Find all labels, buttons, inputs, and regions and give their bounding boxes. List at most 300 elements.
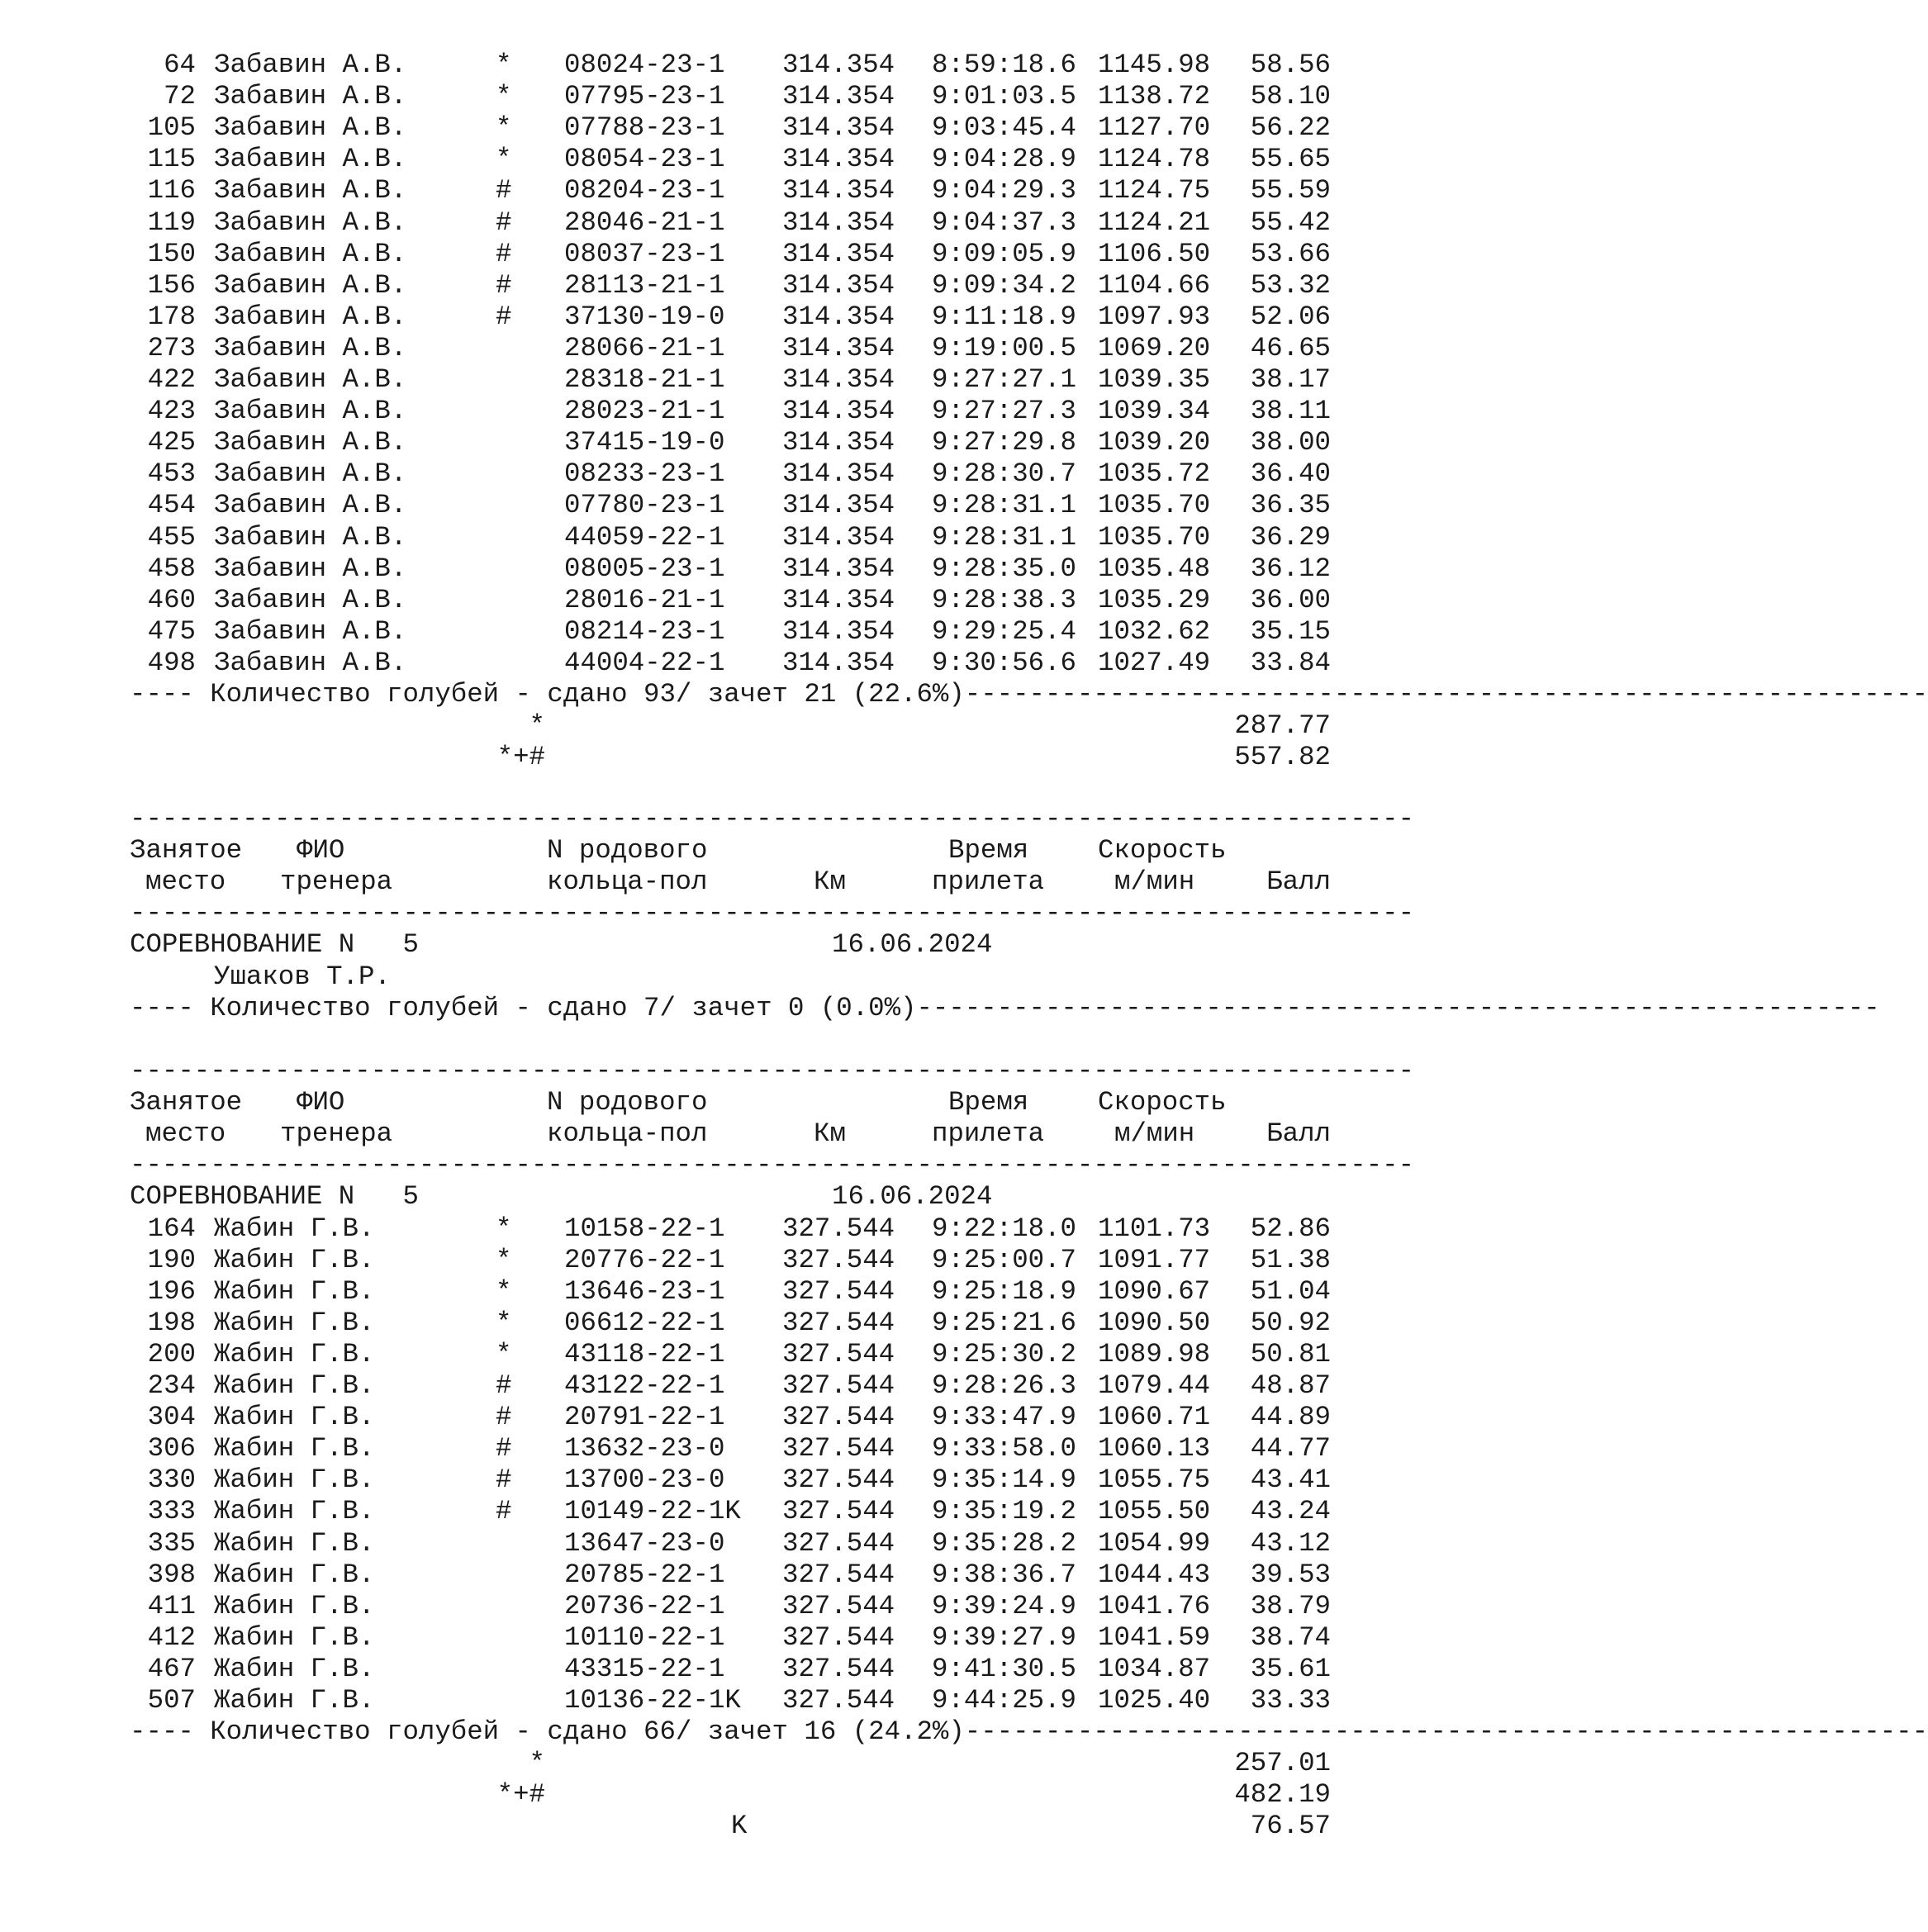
score-cell: 36.35 xyxy=(1250,490,1331,521)
trainer-cell: Забавин А.В. xyxy=(214,175,407,206)
km-cell: 327.544 xyxy=(782,1275,895,1307)
place-cell: 196 xyxy=(147,1275,196,1307)
place-cell: 411 xyxy=(147,1590,196,1621)
trainer-cell: Забавин А.В. xyxy=(214,490,407,521)
trainer-cell: Забавин А.В. xyxy=(214,112,407,144)
trainer-cell: Забавин А.В. xyxy=(214,364,407,395)
mark-cell: * xyxy=(496,112,512,144)
table-row xyxy=(0,396,1366,427)
dash-rule xyxy=(0,898,1415,929)
speed-cell: 1079.44 xyxy=(1098,1370,1211,1401)
km-cell: 314.354 xyxy=(782,144,895,175)
summary-label: ---- Количество голубей - сдано 66/ зачет 16 (24.2%) xyxy=(130,1716,965,1748)
trainer-cell: Забавин А.В. xyxy=(214,521,407,553)
table-row xyxy=(0,1245,1366,1276)
score-cell: 55.42 xyxy=(1250,206,1331,238)
score-cell: 48.87 xyxy=(1250,1370,1331,1401)
time-cell: 9:28:30.7 xyxy=(932,458,1076,490)
summary-line xyxy=(0,992,1880,1024)
trainer-cell: Жабин Г.В. xyxy=(214,1338,375,1369)
trainer-cell: Жабин Г.В. xyxy=(214,1464,375,1496)
col-ring-header-2: кольца-пол xyxy=(547,1118,708,1150)
time-cell: 9:28:35.0 xyxy=(932,553,1076,584)
ring-cell: 20736-22-1 xyxy=(564,1590,725,1621)
table-row xyxy=(0,1559,1366,1591)
ring-cell: 44059-22-1 xyxy=(564,521,725,553)
table-row xyxy=(0,301,1366,333)
col-speed-header: Скорость xyxy=(1098,835,1227,866)
time-cell: 9:09:34.2 xyxy=(932,269,1076,301)
trainer-cell: Забавин А.В. xyxy=(214,238,407,269)
ring-cell: 28046-21-1 xyxy=(564,206,725,238)
time-cell: 9:44:25.9 xyxy=(932,1685,1076,1716)
time-cell: 9:19:00.5 xyxy=(932,332,1076,363)
time-cell: 9:35:28.2 xyxy=(932,1527,1076,1559)
speed-cell: 1090.50 xyxy=(1098,1307,1211,1338)
table-row xyxy=(0,1685,1366,1716)
ring-cell: 13646-23-1 xyxy=(564,1275,725,1307)
table-row xyxy=(0,270,1366,301)
speed-cell: 1034.87 xyxy=(1098,1653,1211,1684)
table-row xyxy=(0,239,1366,270)
place-cell: 198 xyxy=(147,1307,196,1338)
summary-label: ---- Количество голубей - сдано 7/ зачет 0 (0.0%) xyxy=(130,992,917,1023)
col-place-header-2: место xyxy=(145,866,226,898)
total-line xyxy=(0,710,1366,742)
place-cell: 115 xyxy=(147,144,196,175)
dash-rule xyxy=(0,1150,1415,1181)
km-cell: 314.354 xyxy=(782,238,895,269)
score-cell: 56.22 xyxy=(1250,112,1331,144)
ring-cell: 07780-23-1 xyxy=(564,490,725,521)
speed-cell: 1124.75 xyxy=(1098,175,1211,206)
ring-cell: 37130-19-0 xyxy=(564,301,725,332)
ring-cell: 13647-23-0 xyxy=(564,1527,725,1559)
time-cell: 9:33:47.9 xyxy=(932,1402,1076,1433)
trainer-cell: Жабин Г.В. xyxy=(214,1621,375,1653)
competition-label: СОРЕВНОВАНИЕ N 5 xyxy=(130,929,419,961)
time-cell: 9:27:27.3 xyxy=(932,396,1076,427)
speed-cell: 1101.73 xyxy=(1098,1213,1211,1244)
col-km-header: Км xyxy=(814,1118,846,1150)
col-place-header-2: место xyxy=(145,1118,226,1150)
time-cell: 9:28:38.3 xyxy=(932,584,1076,615)
place-cell: 398 xyxy=(147,1559,196,1590)
score-cell: 36.12 xyxy=(1250,553,1331,584)
speed-cell: 1097.93 xyxy=(1098,301,1211,332)
table-row xyxy=(0,1370,1366,1402)
total-line xyxy=(0,1779,1366,1811)
table-row xyxy=(0,1308,1366,1339)
km-cell: 314.354 xyxy=(782,81,895,112)
time-cell: 8:59:18.6 xyxy=(932,50,1076,80)
ring-cell: 08214-23-1 xyxy=(564,615,725,647)
summary-text xyxy=(130,679,1928,710)
total-value: 482.19 xyxy=(1234,1779,1331,1811)
speed-cell: 1055.75 xyxy=(1098,1464,1211,1496)
trainer-cell: Забавин А.В. xyxy=(214,615,407,647)
speed-cell: 1035.48 xyxy=(1098,553,1211,584)
score-cell: 39.53 xyxy=(1250,1559,1331,1590)
time-cell: 9:01:03.5 xyxy=(932,81,1076,112)
score-cell: 58.10 xyxy=(1250,81,1331,112)
place-cell: 105 xyxy=(147,112,196,144)
total-label: * xyxy=(529,1748,545,1779)
summary-fill: ------------------------------------------------------------ xyxy=(916,992,1880,1023)
time-cell: 9:11:18.9 xyxy=(932,301,1076,332)
speed-cell: 1041.76 xyxy=(1098,1590,1211,1621)
table-row xyxy=(0,1276,1366,1308)
place-cell: 454 xyxy=(147,490,196,521)
mark-cell: # xyxy=(496,1433,512,1464)
place-cell: 467 xyxy=(147,1653,196,1684)
ring-cell: 08024-23-1 xyxy=(564,50,725,80)
total-line xyxy=(0,742,1366,773)
trainer-cell: Забавин А.В. xyxy=(214,458,407,490)
km-cell: 314.354 xyxy=(782,490,895,521)
ring-cell: 20785-22-1 xyxy=(564,1559,725,1590)
speed-cell: 1039.34 xyxy=(1098,396,1211,427)
km-cell: 327.544 xyxy=(782,1402,895,1433)
km-cell: 327.544 xyxy=(782,1213,895,1244)
col-time-header: Время xyxy=(948,1087,1029,1118)
score-cell: 55.59 xyxy=(1250,175,1331,206)
place-cell: 156 xyxy=(147,269,196,301)
place-cell: 178 xyxy=(147,301,196,332)
km-cell: 327.544 xyxy=(782,1653,895,1684)
trainer-cell: Забавин А.В. xyxy=(214,427,407,458)
table-row xyxy=(0,207,1366,239)
trainer-cell: Забавин А.В. xyxy=(214,584,407,615)
time-cell: 9:03:45.4 xyxy=(932,112,1076,144)
score-cell: 51.04 xyxy=(1250,1275,1331,1307)
score-cell: 50.92 xyxy=(1250,1307,1331,1338)
score-cell: 43.12 xyxy=(1250,1527,1331,1559)
ring-cell: 13700-23-0 xyxy=(564,1464,725,1496)
mark-cell: * xyxy=(496,1213,512,1244)
mark-cell: # xyxy=(496,238,512,269)
trainer-cell: Жабин Г.В. xyxy=(214,1213,375,1244)
dash-rule-text: -------------------------------------------------------------------------------- xyxy=(130,804,1415,834)
table-row xyxy=(0,553,1366,585)
table-row xyxy=(0,50,1366,81)
table-row xyxy=(0,1213,1366,1245)
summary-label: ---- Количество голубей - сдано 93/ зачет 21 (22.6%) xyxy=(130,679,965,710)
trainer-cell: Жабин Г.В. xyxy=(214,1307,375,1338)
table-row xyxy=(0,458,1366,490)
place-cell: 200 xyxy=(147,1338,196,1369)
trainer-cell: Забавин А.В. xyxy=(214,332,407,363)
score-cell: 38.00 xyxy=(1250,427,1331,458)
km-cell: 327.544 xyxy=(782,1621,895,1653)
trainer-name: Ушаков Т.Р. xyxy=(214,961,391,992)
km-cell: 314.354 xyxy=(782,269,895,301)
score-cell: 38.17 xyxy=(1250,364,1331,395)
place-cell: 507 xyxy=(147,1685,196,1716)
trainer-cell: Забавин А.В. xyxy=(214,647,407,678)
place-cell: 422 xyxy=(147,364,196,395)
table-row xyxy=(0,1433,1366,1464)
col-ring-header-2: кольца-пол xyxy=(547,866,708,898)
place-cell: 234 xyxy=(147,1370,196,1401)
table-row xyxy=(0,522,1366,553)
total-label: * xyxy=(529,710,545,742)
speed-cell: 1032.62 xyxy=(1098,615,1211,647)
speed-cell: 1124.21 xyxy=(1098,206,1211,238)
trainer-cell: Забавин А.В. xyxy=(214,396,407,427)
trainer-cell: Жабин Г.В. xyxy=(214,1590,375,1621)
header-row-top xyxy=(0,835,1366,866)
table-row xyxy=(0,1339,1366,1370)
speed-cell: 1035.70 xyxy=(1098,521,1211,553)
competition-date: 16.06.2024 xyxy=(832,1181,993,1213)
place-cell: 335 xyxy=(147,1527,196,1559)
time-cell: 9:30:56.6 xyxy=(932,647,1076,678)
km-cell: 327.544 xyxy=(782,1464,895,1496)
km-cell: 327.544 xyxy=(782,1527,895,1559)
score-cell: 38.79 xyxy=(1250,1590,1331,1621)
speed-cell: 1039.35 xyxy=(1098,364,1211,395)
time-cell: 9:27:29.8 xyxy=(932,427,1076,458)
score-cell: 35.61 xyxy=(1250,1653,1331,1684)
score-cell: 33.84 xyxy=(1250,647,1331,678)
col-time-header: Время xyxy=(948,835,1029,866)
ring-cell: 28023-21-1 xyxy=(564,396,725,427)
speed-cell: 1035.29 xyxy=(1098,584,1211,615)
km-cell: 327.544 xyxy=(782,1307,895,1338)
km-cell: 314.354 xyxy=(782,364,895,395)
time-cell: 9:39:27.9 xyxy=(932,1621,1076,1653)
km-cell: 314.354 xyxy=(782,458,895,490)
mark-cell: # xyxy=(496,1402,512,1433)
score-cell: 43.24 xyxy=(1250,1496,1331,1527)
table-row xyxy=(0,490,1366,521)
total-label: *+# xyxy=(496,742,545,773)
ring-cell: 37415-19-0 xyxy=(564,427,725,458)
col-trainer-header: ФИО xyxy=(297,835,345,866)
place-cell: 498 xyxy=(147,647,196,678)
score-cell: 38.74 xyxy=(1250,1621,1331,1653)
score-cell: 43.41 xyxy=(1250,1464,1331,1496)
km-cell: 314.354 xyxy=(782,301,895,332)
place-cell: 460 xyxy=(147,584,196,615)
summary-line xyxy=(0,1716,1928,1748)
place-cell: 453 xyxy=(147,458,196,490)
score-cell: 36.40 xyxy=(1250,458,1331,490)
dash-rule xyxy=(0,1056,1415,1087)
place-cell: 72 xyxy=(164,81,196,112)
place-cell: 64 xyxy=(164,50,196,80)
place-cell: 116 xyxy=(147,175,196,206)
dash-rule xyxy=(0,804,1415,835)
speed-cell: 1138.72 xyxy=(1098,81,1211,112)
col-time-header-2: прилета xyxy=(932,866,1045,898)
time-cell: 9:25:00.7 xyxy=(932,1244,1076,1275)
table-row xyxy=(0,1622,1366,1654)
score-cell: 53.66 xyxy=(1250,238,1331,269)
trainer-cell: Забавин А.В. xyxy=(214,553,407,584)
km-cell: 314.354 xyxy=(782,521,895,553)
score-cell: 35.15 xyxy=(1250,615,1331,647)
ring-cell: 10110-22-1 xyxy=(564,1621,725,1653)
speed-cell: 1060.71 xyxy=(1098,1402,1211,1433)
time-cell: 9:35:14.9 xyxy=(932,1464,1076,1496)
mark-cell: # xyxy=(496,1496,512,1527)
competition-label: СОРЕВНОВАНИЕ N 5 xyxy=(130,1181,419,1213)
col-ring-header: N родового xyxy=(547,1087,708,1118)
place-cell: 273 xyxy=(147,332,196,363)
speed-cell: 1090.67 xyxy=(1098,1275,1211,1307)
summary-line xyxy=(0,679,1928,710)
ring-cell: 13632-23-0 xyxy=(564,1433,725,1464)
time-cell: 9:04:28.9 xyxy=(932,144,1076,175)
score-cell: 53.32 xyxy=(1250,269,1331,301)
dash-rule-text: -------------------------------------------------------------------------------- xyxy=(130,1056,1415,1086)
ring-cell: 08204-23-1 xyxy=(564,175,725,206)
trainer-cell: Забавин А.В. xyxy=(214,81,407,112)
speed-cell: 1145.98 xyxy=(1098,50,1211,80)
speed-cell: 1104.66 xyxy=(1098,269,1211,301)
trainer-cell: Жабин Г.В. xyxy=(214,1559,375,1590)
mark-cell: # xyxy=(496,1370,512,1401)
time-cell: 9:27:27.1 xyxy=(932,364,1076,395)
km-cell: 314.354 xyxy=(782,175,895,206)
col-score-header: Балл xyxy=(1266,1118,1331,1150)
trainer-cell: Жабин Г.В. xyxy=(214,1275,375,1307)
place-cell: 150 xyxy=(147,238,196,269)
km-cell: 327.544 xyxy=(782,1338,895,1369)
dash-rule-text: -------------------------------------------------------------------------------- xyxy=(130,898,1415,929)
place-cell: 458 xyxy=(147,553,196,584)
ring-cell: 08054-23-1 xyxy=(564,144,725,175)
score-cell: 46.65 xyxy=(1250,332,1331,363)
km-cell: 314.354 xyxy=(782,50,895,80)
speed-cell: 1025.40 xyxy=(1098,1685,1211,1716)
place-cell: 333 xyxy=(147,1496,196,1527)
score-cell: 52.06 xyxy=(1250,301,1331,332)
competition-line xyxy=(0,929,1366,961)
score-cell: 51.38 xyxy=(1250,1244,1331,1275)
mark-cell: # xyxy=(496,1464,512,1496)
time-cell: 9:38:36.7 xyxy=(932,1559,1076,1590)
speed-cell: 1044.43 xyxy=(1098,1559,1211,1590)
ring-cell: 10158-22-1 xyxy=(564,1213,725,1244)
table-row xyxy=(0,1591,1366,1622)
ring-cell: 28016-21-1 xyxy=(564,584,725,615)
total-line xyxy=(0,1748,1366,1779)
header-row-bottom xyxy=(0,866,1366,898)
table-row xyxy=(0,364,1366,396)
ring-cell: 08233-23-1 xyxy=(564,458,725,490)
score-cell: 44.89 xyxy=(1250,1402,1331,1433)
table-row xyxy=(0,144,1366,175)
time-cell: 9:25:18.9 xyxy=(932,1275,1076,1307)
competition-date: 16.06.2024 xyxy=(832,929,993,961)
ring-cell: 43122-22-1 xyxy=(564,1370,725,1401)
km-cell: 327.544 xyxy=(782,1244,895,1275)
speed-cell: 1041.59 xyxy=(1098,1621,1211,1653)
trainer-cell: Жабин Г.В. xyxy=(214,1653,375,1684)
km-cell: 327.544 xyxy=(782,1685,895,1716)
coef-label: K xyxy=(731,1811,748,1842)
ring-cell: 10136-22-1K xyxy=(564,1685,741,1716)
table-row xyxy=(0,585,1366,616)
ring-cell: 43118-22-1 xyxy=(564,1338,725,1369)
km-cell: 314.354 xyxy=(782,396,895,427)
time-cell: 9:04:29.3 xyxy=(932,175,1076,206)
ring-cell: 10149-22-1K xyxy=(564,1496,741,1527)
time-cell: 9:04:37.3 xyxy=(932,206,1076,238)
speed-cell: 1035.70 xyxy=(1098,490,1211,521)
header-row-top xyxy=(0,1087,1366,1118)
table-row xyxy=(0,1402,1366,1433)
time-cell: 9:25:21.6 xyxy=(932,1307,1076,1338)
summary-fill: ------------------------------------------------------------ xyxy=(964,1716,1928,1748)
time-cell: 9:22:18.0 xyxy=(932,1213,1076,1244)
trainer-cell: Жабин Г.В. xyxy=(214,1402,375,1433)
speed-cell: 1124.78 xyxy=(1098,144,1211,175)
speed-cell: 1035.72 xyxy=(1098,458,1211,490)
speed-cell: 1039.20 xyxy=(1098,427,1211,458)
ring-cell: 20791-22-1 xyxy=(564,1402,725,1433)
dash-rule-text: -------------------------------------------------------------------------------- xyxy=(130,1150,1415,1181)
place-cell: 475 xyxy=(147,615,196,647)
table-row xyxy=(0,1464,1366,1496)
ring-cell: 43315-22-1 xyxy=(564,1653,725,1684)
place-cell: 425 xyxy=(147,427,196,458)
col-km-header: Км xyxy=(814,866,846,898)
mark-cell: * xyxy=(496,1338,512,1369)
time-cell: 9:41:30.5 xyxy=(932,1653,1076,1684)
score-cell: 55.65 xyxy=(1250,144,1331,175)
place-cell: 304 xyxy=(147,1402,196,1433)
summary-text xyxy=(130,992,1880,1024)
col-ring-header: N родового xyxy=(547,835,708,866)
score-cell: 33.33 xyxy=(1250,1685,1331,1716)
place-cell: 164 xyxy=(147,1213,196,1244)
header-row-bottom xyxy=(0,1118,1366,1150)
mark-cell: # xyxy=(496,269,512,301)
place-cell: 423 xyxy=(147,396,196,427)
ring-cell: 07788-23-1 xyxy=(564,112,725,144)
competition-line xyxy=(0,1181,1366,1213)
col-trainer-header: ФИО xyxy=(297,1087,345,1118)
km-cell: 327.544 xyxy=(782,1433,895,1464)
score-cell: 44.77 xyxy=(1250,1433,1331,1464)
ring-cell: 06612-22-1 xyxy=(564,1307,725,1338)
place-cell: 119 xyxy=(147,206,196,238)
time-cell: 9:09:05.9 xyxy=(932,238,1076,269)
mark-cell: # xyxy=(496,175,512,206)
score-cell: 36.00 xyxy=(1250,584,1331,615)
mark-cell: * xyxy=(496,1307,512,1338)
summary-fill: ------------------------------------------------------------ xyxy=(964,679,1928,710)
place-cell: 455 xyxy=(147,521,196,553)
time-cell: 9:28:31.1 xyxy=(932,490,1076,521)
km-cell: 314.354 xyxy=(782,112,895,144)
col-trainer-header-2: тренера xyxy=(280,1118,393,1150)
speed-cell: 1106.50 xyxy=(1098,238,1211,269)
ring-cell: 28113-21-1 xyxy=(564,269,725,301)
trainer-line xyxy=(0,961,1366,993)
mark-cell: * xyxy=(496,1244,512,1275)
trainer-cell: Жабин Г.В. xyxy=(214,1244,375,1275)
total-value: 287.77 xyxy=(1234,710,1331,742)
col-trainer-header-2: тренера xyxy=(280,866,393,898)
speed-cell: 1127.70 xyxy=(1098,112,1211,144)
score-cell: 36.29 xyxy=(1250,521,1331,553)
table-row xyxy=(0,1496,1366,1527)
